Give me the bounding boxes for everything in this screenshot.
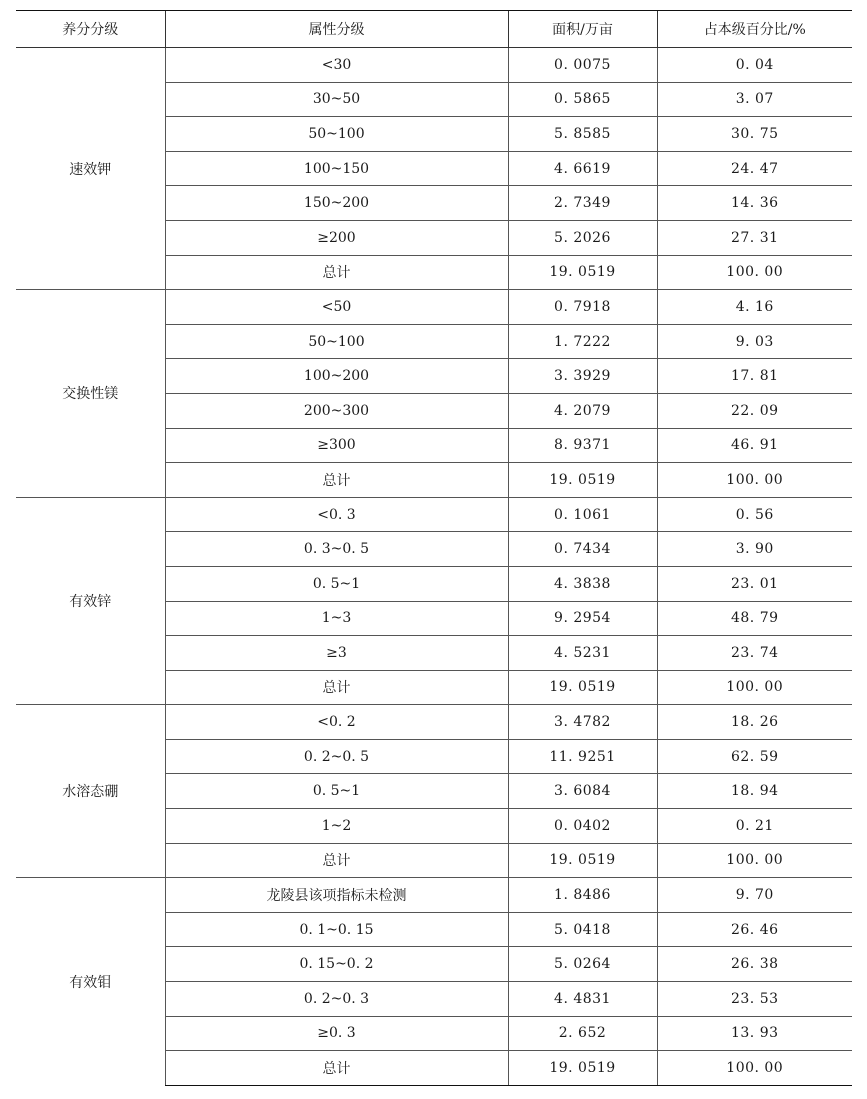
attribute-level-cell: ≥3 [165,636,508,671]
header-area: 面积/万亩 [508,11,657,48]
percent-cell: 18. 94 [657,774,852,809]
percent-cell: 0. 56 [657,497,852,532]
percent-cell: 23. 74 [657,636,852,671]
area-cell: 5. 0418 [508,912,657,947]
area-cell: 4. 4831 [508,982,657,1017]
attribute-level-cell: 总计 [165,255,508,290]
percent-cell: 62. 59 [657,739,852,774]
attribute-level-cell: 0. 1~0. 15 [165,912,508,947]
percent-cell: 4. 16 [657,290,852,325]
area-cell: 4. 2079 [508,393,657,428]
percent-cell: 9. 70 [657,878,852,913]
area-cell: 2. 652 [508,1016,657,1051]
percent-cell: 3. 90 [657,532,852,567]
area-cell: 11. 9251 [508,739,657,774]
percent-cell: 14. 36 [657,186,852,221]
area-cell: 5. 2026 [508,220,657,255]
header-row [16,11,852,48]
percent-cell: 46. 91 [657,428,852,463]
attribute-level-cell: ≥300 [165,428,508,463]
percent-cell: 17. 81 [657,359,852,394]
attribute-level-cell: 100~200 [165,359,508,394]
attribute-level-cell: <30 [165,48,508,83]
attribute-level-cell: <50 [165,290,508,325]
attribute-level-cell: 0. 5~1 [165,566,508,601]
header-nutrient-grade: 养分分级 [16,11,165,48]
attribute-level-cell: 总计 [165,1051,508,1086]
area-cell: 4. 6619 [508,151,657,186]
attribute-level-cell: 50~100 [165,117,508,152]
area-cell: 5. 8585 [508,117,657,152]
percent-cell: 100. 00 [657,843,852,878]
header-attribute-grade: 属性分级 [165,11,508,48]
percent-cell: 26. 38 [657,947,852,982]
percent-cell: 22. 09 [657,393,852,428]
area-cell: 1. 8486 [508,878,657,913]
area-cell: 0. 0402 [508,809,657,844]
percent-cell: 100. 00 [657,670,852,705]
area-cell: 9. 2954 [508,601,657,636]
table-row [16,878,852,913]
percent-cell: 18. 26 [657,705,852,740]
percent-cell: 26. 46 [657,912,852,947]
table-header [16,11,852,48]
area-cell: 4. 5231 [508,636,657,671]
area-cell: 19. 0519 [508,1051,657,1086]
attribute-level-cell: 0. 5~1 [165,774,508,809]
attribute-level-cell: <0. 2 [165,705,508,740]
attribute-level-cell: 150~200 [165,186,508,221]
percent-cell: 0. 04 [657,48,852,83]
attribute-level-cell: 龙陵县该项指标未检测 [165,878,508,913]
area-cell: 19. 0519 [508,463,657,498]
percent-cell: 27. 31 [657,220,852,255]
percent-cell: 30. 75 [657,117,852,152]
nutrient-name-cell: 有效钼 [16,878,165,1086]
area-cell: 0. 0075 [508,48,657,83]
attribute-level-cell: 总计 [165,463,508,498]
attribute-level-cell: ≥0. 3 [165,1016,508,1051]
attribute-level-cell: 0. 2~0. 5 [165,739,508,774]
area-cell: 3. 3929 [508,359,657,394]
attribute-level-cell: 100~150 [165,151,508,186]
table-row [16,290,852,325]
percent-cell: 23. 01 [657,566,852,601]
percent-cell: 23. 53 [657,982,852,1017]
area-cell: 2. 7349 [508,186,657,221]
area-cell: 1. 7222 [508,324,657,359]
attribute-level-cell: 50~100 [165,324,508,359]
area-cell: 0. 7918 [508,290,657,325]
area-cell: 0. 5865 [508,82,657,117]
area-cell: 19. 0519 [508,843,657,878]
attribute-level-cell: 0. 3~0. 5 [165,532,508,567]
attribute-level-cell: 总计 [165,843,508,878]
attribute-level-cell: 1~3 [165,601,508,636]
area-cell: 8. 9371 [508,428,657,463]
nutrient-name-cell: 速效钾 [16,48,165,290]
percent-cell: 9. 03 [657,324,852,359]
percent-cell: 100. 00 [657,255,852,290]
area-cell: 0. 1061 [508,497,657,532]
nutrient-grading-table [16,10,852,1086]
percent-cell: 13. 93 [657,1016,852,1051]
attribute-level-cell: 200~300 [165,393,508,428]
area-cell: 19. 0519 [508,670,657,705]
area-cell: 5. 0264 [508,947,657,982]
area-cell: 19. 0519 [508,255,657,290]
attribute-level-cell: 总计 [165,670,508,705]
area-cell: 0. 7434 [508,532,657,567]
attribute-level-cell: 0. 15~0. 2 [165,947,508,982]
percent-cell: 0. 21 [657,809,852,844]
table-row [16,497,852,532]
nutrient-name-cell: 有效锌 [16,497,165,705]
attribute-level-cell: ≥200 [165,220,508,255]
attribute-level-cell: <0. 3 [165,497,508,532]
attribute-level-cell: 0. 2~0. 3 [165,982,508,1017]
area-cell: 3. 4782 [508,705,657,740]
percent-cell: 100. 00 [657,1051,852,1086]
area-cell: 4. 3838 [508,566,657,601]
nutrient-name-cell: 交换性镁 [16,290,165,498]
percent-cell: 100. 00 [657,463,852,498]
percent-cell: 3. 07 [657,82,852,117]
attribute-level-cell: 1~2 [165,809,508,844]
percent-cell: 24. 47 [657,151,852,186]
table-row [16,48,852,83]
attribute-level-cell: 30~50 [165,82,508,117]
percent-cell: 48. 79 [657,601,852,636]
table-body [16,48,852,1086]
table-row [16,705,852,740]
area-cell: 3. 6084 [508,774,657,809]
header-percent: 占本级百分比/% [657,11,852,48]
nutrient-name-cell: 水溶态硼 [16,705,165,878]
